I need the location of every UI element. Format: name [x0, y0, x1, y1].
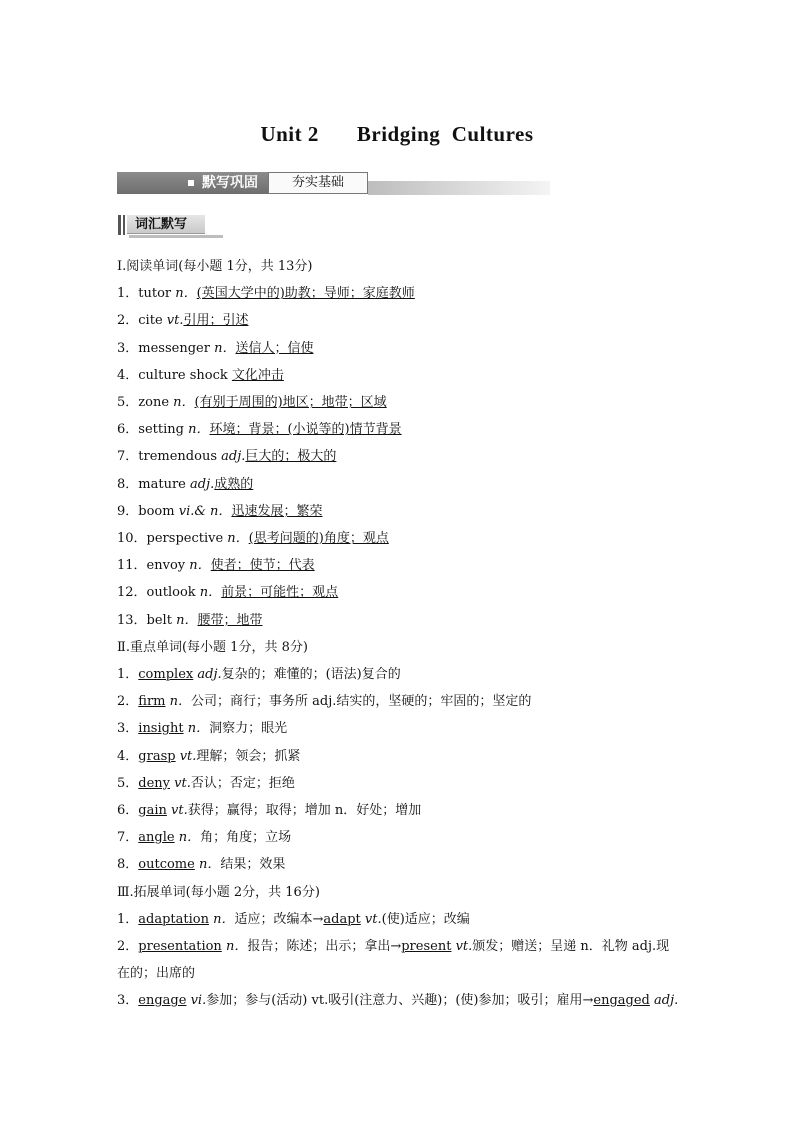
item-number: 2． [117, 313, 139, 329]
vocab-item [117, 987, 682, 1014]
answer-text: 环境；背景；(小说等的)情节背景 [209, 422, 402, 438]
unit-number: Unit 2 [260, 122, 319, 146]
answer-word: adaptation [138, 911, 209, 927]
item-number: 6． [117, 803, 139, 819]
derived-word: engaged [593, 993, 650, 1009]
vocab-item [117, 280, 682, 307]
meaning-text: 报告；陈述；出示；拿出→ [247, 939, 402, 955]
answer-word: outcome [138, 857, 195, 873]
section-label-box [127, 215, 205, 234]
double-bar-icon [118, 215, 125, 235]
item-number: 2． [117, 694, 139, 710]
item-number: 13． [117, 612, 147, 628]
item-number: 8． [117, 476, 139, 492]
item-number: 11． [117, 558, 147, 574]
part-of-speech: adj. [193, 667, 222, 683]
vocab-item [117, 797, 682, 824]
vocab-item [117, 443, 682, 470]
banner-dark-label: 默写巩固 [202, 175, 258, 191]
vocab-item [117, 471, 682, 498]
answer-text: 文化冲击 [231, 367, 284, 383]
answer-word: engage [138, 993, 187, 1009]
vocab-item [117, 933, 682, 987]
item-number: 2． [117, 939, 139, 955]
answer-word: presentation [138, 939, 222, 955]
banner-light-tab [268, 172, 368, 194]
item-number: 4． [117, 748, 139, 764]
answer-text: 巨大的；极大的 [245, 449, 337, 465]
answer-text: 迅速发展；繁荣 [231, 503, 323, 519]
item-number: 1． [117, 911, 139, 927]
part-of-speech: n． [188, 422, 210, 438]
vocab-word: boom [138, 503, 179, 519]
derived-part-of-speech: vt. [360, 911, 382, 927]
vocab-item [117, 362, 682, 389]
part-of-speech: n． [165, 694, 192, 710]
part-heading: Ⅰ.阅读单词(每小题 1分，共 13分) [117, 259, 313, 274]
meaning-text: 公司；商行；事务所 adj.结实的，坚硬的；牢固的；坚定的 [191, 694, 532, 710]
answer-text: 使者；使节；代表 [210, 558, 315, 574]
vocab-item [117, 743, 682, 770]
banner-light-label: 夯实基础 [291, 175, 344, 190]
section-label-text: 词汇默写 [135, 217, 188, 232]
part-of-speech: n． [183, 721, 210, 737]
vocab-word: mature [138, 476, 190, 492]
vocab-word: belt [146, 612, 177, 628]
item-number: 12． [117, 585, 147, 601]
part-of-speech: vt. [166, 803, 188, 819]
vocab-item [117, 851, 682, 878]
derived-meaning: (使)适应；改编 [381, 911, 470, 927]
part-of-speech: adj. [221, 449, 246, 465]
answer-text: 送信人；信使 [235, 340, 314, 356]
meaning-text: 参加；参与(活动) vt.吸引(注意力、兴趣)；(使)参加；吸引；雇用→ [206, 993, 594, 1009]
derived-meaning: 颁发；赠送；呈递 n．礼物 adj.现在的；出席的 [117, 939, 670, 982]
vocab-word: tutor [138, 286, 176, 302]
vocab-item [117, 607, 682, 634]
vocab-item [117, 715, 682, 742]
answer-word: grasp [138, 748, 176, 764]
vocab-item [117, 389, 682, 416]
item-number: 8． [117, 857, 139, 873]
item-number: 5． [117, 775, 139, 791]
meaning-text: 获得；赢得；取得；增加 n．好处；增加 [187, 803, 422, 819]
vocab-item [117, 307, 682, 334]
part-heading: Ⅱ.重点单词(每小题 1分，共 8分) [117, 639, 308, 655]
part-of-speech: n． [173, 395, 195, 411]
vocab-item [117, 416, 682, 443]
meaning-text: 理解；领会；抓紧 [196, 748, 301, 764]
section-label [118, 215, 204, 235]
meaning-text: 洞察力；眼光 [209, 721, 288, 737]
item-number: 3． [117, 721, 139, 737]
answer-word: gain [138, 803, 167, 819]
part-of-speech: n． [221, 939, 248, 955]
part-of-speech: n． [174, 830, 201, 846]
answer-text: (有别于周围的)地区；地带；区域 [194, 395, 387, 411]
answer-word: complex [138, 667, 194, 683]
part-of-speech: adj. [190, 476, 215, 492]
meaning-text: 否认；否定；拒绝 [190, 775, 295, 791]
meaning-text: 角；角度；立场 [200, 830, 292, 846]
answer-word: angle [138, 830, 175, 846]
part-of-speech: n． [176, 612, 198, 628]
part-of-speech: vi. [186, 993, 207, 1009]
item-number: 6． [117, 422, 139, 438]
unit-name: Bridging Cultures [356, 122, 534, 146]
answer-text: (思考问题的)角度；观点 [248, 531, 389, 547]
section-label-shadow [129, 235, 223, 238]
answer-text: 腰带；地带 [197, 612, 263, 628]
vocab-word: setting [138, 422, 189, 438]
derived-word: present [401, 939, 452, 955]
part-of-speech: vt. [170, 775, 191, 791]
item-number: 9． [117, 503, 139, 519]
vocab-word: cite [138, 313, 167, 329]
vocab-word: outlook [146, 585, 200, 601]
meaning-text: 复杂的；难懂的；(语法)复合的 [221, 667, 401, 683]
vocab-item [117, 688, 682, 715]
answer-word: insight [138, 721, 184, 737]
item-number: 4． [117, 367, 139, 383]
part-of-speech: n． [227, 531, 249, 547]
vocab-word: zone [138, 395, 174, 411]
answer-text: 引用；引述 [183, 313, 249, 329]
part-of-speech: vt. [175, 748, 197, 764]
meaning-text: 适应；改编本→ [234, 911, 324, 927]
vocab-item [117, 552, 682, 579]
item-number: 7． [117, 449, 139, 465]
part-of-speech: n． [208, 911, 235, 927]
item-number: 5． [117, 395, 139, 411]
vocab-item [117, 906, 682, 933]
answer-text: (英国大学中的)助教；导师；家庭教师 [196, 286, 415, 302]
item-number: 1． [117, 286, 139, 302]
section-banner [117, 172, 433, 196]
vocab-item [117, 498, 682, 525]
part-of-speech: n． [194, 857, 221, 873]
vocab-word: messenger [138, 340, 215, 356]
part-heading: Ⅲ.拓展单词(每小题 2分，共 16分) [117, 884, 320, 900]
vocab-word: culture shock [138, 367, 232, 383]
banner-gradient-bar [368, 181, 550, 195]
meaning-text: 结果；效果 [220, 857, 286, 873]
part-of-speech: n． [175, 286, 197, 302]
derived-part-of-speech: adj. [649, 993, 679, 1009]
derived-part-of-speech: vt. [451, 939, 473, 955]
item-number: 1． [117, 667, 139, 683]
vocabulary-content [117, 253, 682, 1015]
item-number: 10． [117, 531, 147, 547]
vocab-item [117, 335, 682, 362]
part-of-speech: n． [199, 585, 222, 601]
answer-word: firm [138, 694, 166, 710]
item-number: 3． [117, 993, 139, 1009]
vocab-word: envoy [146, 558, 190, 574]
vocab-item [117, 525, 682, 552]
vocab-item [117, 824, 682, 851]
answer-word: deny [138, 775, 171, 791]
vocab-item [117, 579, 682, 606]
page-title [0, 122, 794, 147]
vocab-item [117, 661, 682, 688]
vocab-item [117, 770, 682, 797]
vocab-word: perspective [146, 531, 228, 547]
answer-text: 成熟的 [214, 476, 254, 492]
part-of-speech: n． [189, 558, 211, 574]
answer-text: 前景；可能性；观点 [221, 585, 339, 601]
part-of-speech: vi.& n． [178, 503, 232, 519]
vocab-word: tremendous [138, 449, 222, 465]
part-of-speech: vt. [166, 313, 184, 329]
square-icon [188, 180, 194, 186]
item-number: 7． [117, 830, 139, 846]
item-number: 3． [117, 340, 139, 356]
banner-dark-tab [117, 172, 268, 194]
part-of-speech: n． [214, 340, 236, 356]
derived-word: adapt [323, 911, 361, 927]
